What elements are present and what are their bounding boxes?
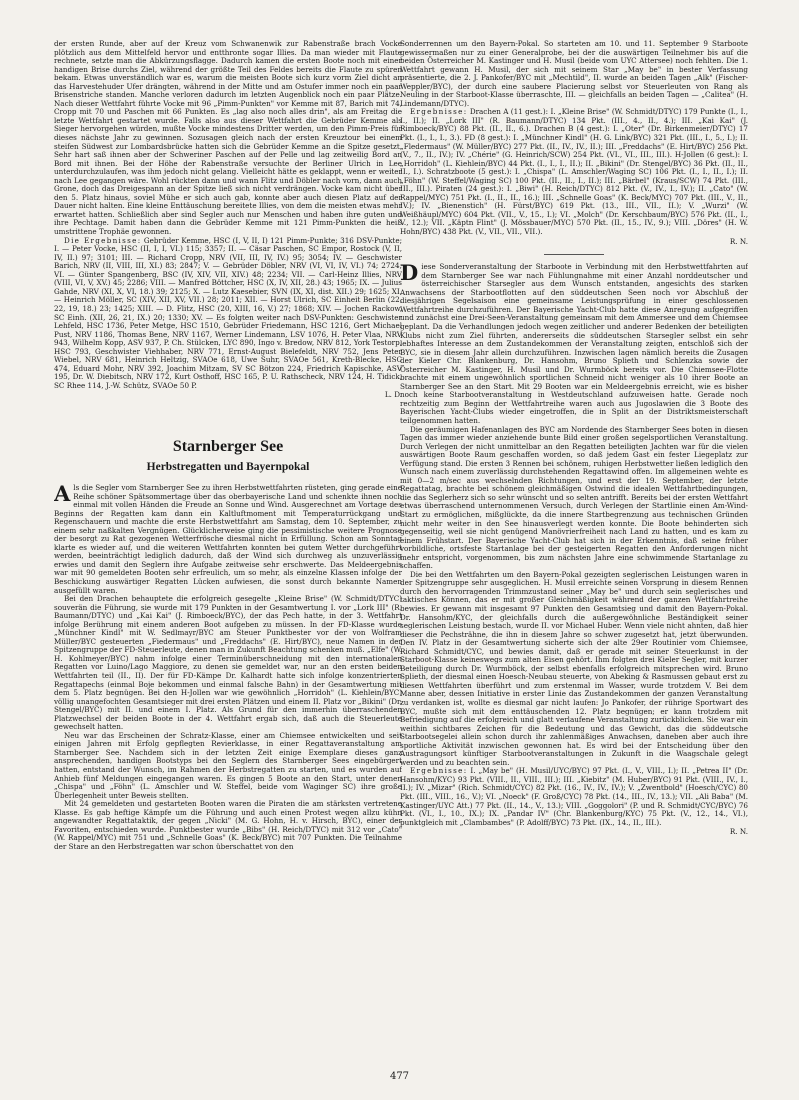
paragraph: Mit 24 gemeldeten und gestarteten Booten waren die Piraten die am stärksten vertretene Klasse. Es gab heftige Kämpfe um die Führung und auch einen Protest wegen allzu kühn angewandter Regattataktik, der gegen „Nicki" (M. G. Hohn, H. v. Hirsch, BYC), einer der Favoriten, entschieden wurde. Punktbester wurde „Bibs" (H. Reich/DTYC) mit 312 vor „Cato" (W. Rappel/MYC) mit 751 und „Schnelle Goas" (K. Beck/BYC) mit 707 Punkten. Die Teilnahme der Stare an den Herbstregatten war schon überschattet von den xyxy=(54,799,402,851)
section-divider xyxy=(544,254,604,255)
lead-paragraph xyxy=(54,480,402,595)
results-paragraph xyxy=(400,767,748,827)
article-subtitle: Herbstregatten und Bayernpokal xyxy=(146,460,310,473)
drop-cap: D xyxy=(400,260,419,286)
paragraph: Die geräumigen Hafenanlagen des BYC am Nordende des Starnberger Sees boten in diesen Tagen das immer wieder anziehende bunte Bild einer großen segelsportlichen Veranstaltung. Durch Verlegen der nicht unmittelbar an den Regatten beteiligten Jachten war für die vielen auswärtigen Boote Raum geschaffen worden, so daß jedem Gast ein fester Liegeplatz zur Verfügung stand. Die ersten 3 Rennen bei schönem, ruhigen Herbstwetter ließen lediglich den Wunsch nach einem zuverlässig durchstehenden Regattawind offen. Im allgemeinen wehte es mit 0—2 m/sec aus wechselnden Richtungen, und erst der 19. September, der letzte Regattatag, brachte bei schönem gleichmäßigen Ostwind die idealen Wettfahrtbedingungen, die das Seglerherz sich so sehr wünscht und so selten antrifft. Bereits bei der ersten Wettfahrt etwas überraschend unternommenen Versuch, durch Verlegen der Startlinie einen Am-Wind-Start zu ermöglichen, mißglückte, da die innere Startbegrenzung aus technischen Gründen nicht mehr weiter in den See hinausverlegt werden konnte. Die Boote behinderten sich gegenseitig, weil sie nicht genügend Manövrierfreiheit nach Land zu hatten, und es kam zu einem Frühstart. Der Bayerische Yacht-Club hat sich in der Erkenntnis, daß seine früher vorbildliche, ortsfeste Startanlage bei der gesteigerten Regatten den Anforderungen nicht mehr entspricht, vorgenommen, bis zum nächsten Jahre eine schwimmende Startanlage zu schaffen. xyxy=(400,424,748,571)
results-label: Ergebnisse: xyxy=(410,107,468,117)
page-number: 477 xyxy=(389,1071,410,1082)
lead-paragraph xyxy=(400,260,748,425)
results-text: I. „May be" (H. Musil/UYC/BYC) 97 Pkt. (I., V., VIII., I.); II. „Petrea II" (Dr. Hansohm/KYC) 93 Pkt. (VIII., II., VIII., III.); III. „Kiebitz" (M. Huber/BYC) 91 Pkt. (VIII., IV., I., II.); IV. „Mizar" (Rich. Schmidt/CYC) 82 Pkt. (16., IV., IV., IV.); V. „Zwentbold" (Hoesch/CYC) 80 Pkt. (III., VIII., 16., V.); VI. „Noeck" (F. Groß/CYC) 78 Pkt. (14., III., IV., 13.); VII. „Ali Baba" (M. Kastinger/UYC Att.) 77 Pkt. (II., 14., V., 13.); VIII. „Goggolori" (P. und R. Schmidt/CYC/BYC) 76 Pkt. (VI., I., 10., IX.); IX. „Pandar IV" (Chr. Blankenburg/KYC) 75 Pkt. (V., 12., 14., VI.), punktgleich mit „Clambambes" (P. Adolff/BYC) 73 Pkt. (IX., 14., II., III.). xyxy=(400,766,748,827)
results-label: Ergebnisse: xyxy=(410,766,468,776)
paragraph: Bei den Drachen behauptete die erfolgreich gesegelte „Kleine Brise" (W. Schmidt/DTYC) souverän die Führung, sie wurde mit 179 Punkten in der Gesamtwertung I. vor „Lork III" (R. Baumann/DTYC) und „Kai Kai" (J. Rimboeck/BYC), der das Pech hatte, in der 3. Wettfahrt infolge Berührung mit einem anderen Boot aufgeben zu müssen. In der FD-Klasse wurde „Münchner Kindl" mit W. Sedlmayr/BYC am Steuer Punktbester vor der von Wolfram Müller/BYC gesteuerten „Fiedermaus" und „Freddachs" (E. Hirt/BYC), neue Namen in der Spitzengruppe der FD-Steuerleute, denen man in Zukunft Beachtung schenken muß. „Elfe" (W. H. Kohlmeyer/BYC) nahm infolge einer Terminüberschneidung mit den internationalen Regatten vor Luino/Lago Maggiore, zu denen sie gemeldet war, nur an den ersten beiden Wettfahrten teil (II., II). Der für FD-Kämpe Dr. Kalhardt hatte sich infolge konzentrierten Regattapechs (einmal Boje bekommen und einmal falsche Bahn) in der Gesamtwertung mit dem 5. Platz begnügen. Bei den H-Jollen war wie gewöhnlich „Horridoh" (L. Kiehlein/BYC) völlig unangefochten Gesamtsieger mit drei ersten Plätzen und einem II. Platz vor „Bikini" (Dr. Stengel/BYC) mit II. und einem I. Platz. Als Grund für den immerhin überraschenden Platzwechsel der beiden Boote in der 4. Wettfahrt ergab sich, daß auch die Steuerleute gewechselt hatten. xyxy=(54,594,402,732)
author-signature: R. N. xyxy=(729,236,748,246)
author-signature: L. D. xyxy=(384,390,402,400)
paragraph: Die bei den Wettfahrten um den Bayern-Pokal gezeigten seglerischen Leistungen waren in der Spitzengruppe sehr ausgeglichen. H. Musil erreichte seinen Vorsprung in diesem Rennen durch den hervorragenden Trimmzustand seiner „May be" und durch sein seglerisches und taktisches Können, das er mit großer Gleichmäßigkeit während der ganzen Wettfahrtreihe bewies. Er gewann mit insgesamt 97 Punkten den Gesamtsieg und damit den Bayern-Pokal. Dr. Hansohm/KYC, der gleichfalls durch die außergewöhnliche Beständigkeit seiner seglerischen Leistung bestach, wurde II. vor Michael Huber. Wenn viele nicht ahnten, daß hier dieser die Pechsträhne, die ihn in diesem Jahre so schwer zugesetzt hat, jetzt überwunden. Den IV. Platz in der Gesamtwertung sicherte sich der alte 29er Routinier vom Chiemsee, Richard Schmidt/CYC, und bewies damit, daß er gerade mit seiner Steuerkunst in der Starboot-Klasse keineswegs zum alten Eisen gehört. Ihm folgten drei Kieler Segler, mit kurzer Beteiligung durch Dr. Wurmböck, der selbst ebenfalls erfolgreich mitsprechen wird. Bruno Splieth, der diesmal einen Hoesch-Neubau steuerte, von Abeking & Rasmussen gebaut erst zu diesen Wettfahrten überführt und zum erstenmal im Wasser, wurde trotzdem V. Bei dem Manne aber, dessen Initiative in erster Linie das Zustandekommen der ganzen Veranstaltung zu verdanken ist, wollte es diesmal gar nicht laufen: Jo Pankofer, der rührige Sportwart des BYC, mußte sich mit dem enttäuschenden 12. Platz begnügen; er kann trotzdem mit Befriedigung auf die erfolgreich und glatt verlaufene Veranstaltung zurückblicken. Sie war ein weithin sichtbares Zeichen für die Bedeutung und das Gewicht, das die süddeutsche Starbootsegelei allein schon durch ihr zahlenmäßiges Anwachsen, daneben aber auch ihre sportliche Aktivität inzwischen gewonnen hat. Es wird bei der Entscheidung über den Austragungsort künftiger Starbootveranstaltungen in Zukunft in die Waagschale gelegt werden und zu beachten sein. xyxy=(400,569,748,767)
results-text: Drachen A (11 gest.): I. „Kleine Brise" (W. Schmidt/DTYC) 179 Punkte (I., I., I., II.); II. „Lork III" (R. Baumann/DTYC) 134 Pkt. (III., 4., II., 4.); III. „Kai Kai" (J. Rimboeck/BYC) 88 Pkt. (II., II., 6.). Drachen B (4 gest.): I. „Oter" (Dr. Birkenmeier/DTYC) 17 Pkt. (I., I., I., 3.). FD (8 gest.): I. „Münchner Kindl" (H. G. Link/BYC) 321 Pkt. (III., I., 5., I.); II. „Fledermaus" (W. Müller/BYC) 277 Pkt. (II., IV., IV., II.); III. „Freddachs" (E. Hirt/BYC) 256 Pkt. (V., 7., II., IV.); IV. „Chérie" (G. Heinrich/SCW) 254 Pkt. (VI., VI., III., III.). H-Jollen (6 gest.): I. „Horridoh" (L. Kiehlein/BYC) 44 Pkt. (I., I., I., II.); II. „Bikini" (Dr. Stengel/BYC) 36 Pkt. (II., II., II., I.). Schratzboote (5 gest.): I. „Chispa" (L. Amschler/Waging SC) 106 Pkt. (I., I., II., I.); II. „Föhn" (W. Steffel/Waging SC) 100 Pkt. (II., II., I., II.); III. „Bärbel" (Kraus/SCW) 74 Pkt. (III., III., III.). Piraten (24 gest.): I. „Biwi" (H. Reich/DTYC) 812 Pkt. (V., IV., I., IV.); II. „Cato" (W. Rappel/MYC) 751 Pkt. (I., II., II., 16.); III. „Schnelle Goas" (K. Beck/MYC) 707 Pkt. (III., V., II., IV.); IV. „Bienenstich" (H. Fürst/BYC) 619 Pkt. (13., III., VII., II.); V. „Wurzi" (W. Weißhäupl/MYC) 604 Pkt. (VII., V., 15., I.); VI. „Molch" (Dr. Kerschbaum/BYC) 576 Pkt. (II., I., V., 12.); VII. „Käptn Flint" (J. Mössbauer/MYC) 570 Pkt. (II., 15., IV., 9.); VIII. „Döres" (H. W. Hohn/BYC) 438 Pkt. (V., VII., VII., VII.). xyxy=(400,107,748,237)
paragraph: Sonderrennen um den Bayern-Pokal. So starteten am 10. und 11. September 9 Starboote gewissermaßen nur zu einer Generalprobe, bei der die auswärtigen Teilnehmer bis auf die beiden Österreicher M. Kastinger und H. Musil (beide vom UYC Attersee) noch fehlten. Die 1. Wettfahrt gewann H. Musil, der sich mit seinem Star „May be" in bester Verfassung präsentierte, die 2. J. Pankofer/BYC mit „Mechtild", II. wurde an beiden Tagen „Alk" (Fischer-Weppler/BYC), der durch eine saubere Placierung selbst vor Steuerleuten von Rang als Neuling in der Starboot-Klasse überraschte, III. — gleichfalls an beiden Tagen — „Calitea" (H. Lindemann/DTYC). xyxy=(400,40,748,108)
results-paragraph xyxy=(54,237,402,391)
right-column xyxy=(400,40,748,1062)
paragraph: Neu war das Erscheinen der Schratz-Klasse, einer am Chiemsee entwickelten und seit einigen Jahren mit Erfolg gepflegten Revierklasse, in einer Regattaveranstaltung am Starnberger See. Nachdem sich in der letzten Zeit einige Exemplare dieses ganz ansprechenden, handigen Bootstyps bei den Seglern des Starnberger Sees eingebürgert hatten, entstand der Wunsch, im Rahmen der Herbstregatten zu starten, und es wurden auf Anhieb fünf Meldungen eingegangen waren. Es gingen 5 Boote an den Start, unter denen „Chispa" und „Föhn" (L. Amschler und W. Steffel, beide vom Waginger SC) ihre große Überlegenheit unter Beweis stellten. xyxy=(54,730,402,800)
results-text: Gebrüder Kemme, HSC (I, V, II, I) 121 Pimm-Punkte; 316 DSV-Punkte; I. — Peter Vocke, HSC (II, I, I, VI.) 115; 3357; II. — Cäsar Paschen, SC Empor, Rostock (V, II, IV, II.) 97; 3101; III. — Richard Cropp, NRV (VII, III, IV, IV.) 95; 3054; IV. — Geschwister Barich, NRV (II, VIII, III, XI.) 83; 2847; V. — Gebrüder Döbler, NRV (VI, VI, IV, VI.) 74; 2724; VI. — Günter Spangenberg, BSC (IV, XIV, VII, XIV.) 48; 2234; VII. — Carl-Heinz Illies, NRV (VIII, VI, V, XV.) 45; 2286; VIII. — Manfred Böttcher, HSC (X, IV, XII, 28.) 43; 1965; IX. — Julius Gahde, NRV (XI, X, VI, 18.) 39; 2125; X. — Lutz Kaesebier, SVN (IX, XI, dist. XII.) 29; 1625; XI. — Heinrich Möller, SC (XIV, XII, XV, VII.) 28; 2011; XII. — Horst Ulrich, SC Einheit Berlin (22, 22, 19, 18.) 23; 1425; XIII. — D. Flitz, HSC (20, XIII, 16, V.) 27; 1868; XIV. — Jochen Rackow, SC Einh. (XII, 26, 21, IX.) 20; 1330; XV. — Es folgten weiter nach DSV-Punkten: Geschwister Lehfeld, HSC 1736, Peter Metge, HSC 1510, Gebrüder Friedemann, HSC 1216, Gert Michael Pust, NRV 1186, Thomas Bene, NRV 1167, Werner Lindemann, LSV 1076, H. Peter Vlaa, NRV 943, Wilhelm Kopp, ASV 937, P. Ch. Stülcken, LYC 890, Ingo v. Bredow, NRV 812, York Testorp, HSC 793, Geschwister Viehhaber, NRV 771, Ernst-August Bielefeldt, NRV 752, Jens Peter Wiebel, NRV 681, Heinrich Heltzig, SVAOe 618, Uwe Suhr, SVAOe 561, Kreth-Blecke, HSC 474, Eduard Mohr, NRV 392, Joachim Mitzam, SV SC Bötzon 224, Friedrich Kapischke, ASV 195, Dr. W. Diebitsch, NRV 172, Kurt Osthoff, HSC 165, P. U. Rathscheck, NRV 124, H. Tidick, SC Rhee 114, J.-W. Schütz, SVAOe 50 P. xyxy=(54,235,402,390)
results-paragraph xyxy=(400,108,748,236)
lead-text: iese Sonderveranstaltung der Starboote in Verbindung mit den Herbstwettfahrten auf dem Starnberger See war nach Fühlungnahme mit einer Anzahl norddeutscher und österreichischer Starsegler aus dem Wunsch entstanden, angesichts des starken Anwachsens der Starbootflotten auf den süddeutschen Seen noch vor Abschluß der diesjährigen Segelsaison eine gemeinsame Leistungsprüfung in einer geschlossenen Wettfahrtreihe durchzuführen. Der Bayerische Yacht-Club hatte diese Anregung aufgegriffen und zunächst eine Drei-Seen-Veranstaltung gemeinsam mit dem Ammersee und dem Chiemsee geplant. Da die Verhandlungen jedoch wegen zeitlicher und anderer Bedenken der beteiligten Klubs nicht zum Ziel führten, andererseits die süddeutschen Starsegler selbst ein sehr lebhaftes Interesse an dem Zustandekommen der Veranstaltung zeigten, entschloß sich der BYC, sie in diesem Jahr allein durchzuführen. Inzwischen lagen nämlich bereits die Zusagen der Kieler Chr. Blankenburg, Dr. Hansohm, Bruno Splieth und Schlenzka sowie der Österreicher M. Kastinger, H. Musil und Dr. Wurmböck bereits vor. Die Chiemsee-Flotte brachte mit einem ungewöhnlich sportlichen Schneid nicht weniger als 10 ihrer Boote an Starnberger See an den Start. Mit 29 Booten war ein Meldeergebnis erreicht, wie es bisher noch keine Starbootveranstaltung in Westdeutschland aufzuweisen hatte. Gerade noch rechtzeitig zum Beginn der Wettfahrtreihe waren auch aus Jugoslawien die 3 Boote des Bayerischen Yacht-Clubs wieder eingetroffen, die in Split an der Distriktsmeisterschaft teilgenommen hatten. xyxy=(400,262,748,425)
drop-cap: A xyxy=(54,480,71,506)
results-label: Die Ergebnisse: xyxy=(64,235,142,245)
author-signature: R. N. xyxy=(729,827,748,837)
left-column xyxy=(54,40,402,1062)
paragraph: der ersten Runde, aber auf der Kreuz vom Schwanenwik zur Rabenstraße brach Vocke plötzlich aus dem Mittelfeld hervor und entthronte sogar Illies. Da man wieder mit Flaute rechnete, setzte man die Abkürzungsflagge. Dadurch kamen die ersten Boote noch mit einer handigen Brise durchs Ziel, während der größte Teil des Feldes bereits die Flaute zu spüren bekam. Etwas unverständlich war es, warum die meisten Boote sich kurz vorm Ziel dicht an das Harvestehuder Ufer drängten, während in der Mitte und am Ostufer immer noch ein paar Brisenstriche standen. Manche verloren dadurch im letzten Augenblick noch ein paar Plätze. Nach dieser Wettfahrt führte Vocke mit 96 „Pimm-Punkten" vor Kemme mit 87, Barich mit 74, Cropp mit 70 und Paschen mit 66 Punkten. Es „lag also noch alles drin", als am Freitag die letzte Wettfahrt gestartet wurde. Falls also aus dieser Wettfahrt die Gebrüder Kemme als Sieger hervorgehen würden, mußte Vocke mindestens Dritter werden, um den Pimm-Preis für dieses nächste Jahr zu gewinnen. Sozusagen gleich nach der ersten Kreuztour bei einem steifen Südwest zur Lombardsbrücke hatten sich die Gebrüder Kemme an die Spitze gesetzt. Sehr hart saß ihnen aber der Schweriner Paschen auf der Pelle und lag zeitweilig Bord an Bord mit ihnen. Bei der Höhe der Rabenstraße versuchte der Berliner Ulrich in Lee unterdurchzulaufen, was ihm jedoch nicht gelang. Vielleicht hätte es geklappt, wenn er weiter nach Lee gegangen wäre. Wohl rückten dann und wann Flitz und Döbler nach vorn, dann auch Grone, doch das Dreigespann an der Spitze ließ sich nicht verdrängen. Vocke kam nicht über den 5. Platz hinaus, soviel Mühe er sich auch gab, konnte aber auch diesen Platz auf der Dauer nicht halten. Eine kleine Enttäuschung bereitete Illies, von dem die meisten etwas mehr erwartet hatten. Schließlich aber sind Segler auch nur Menschen und haben ihre guten und ihre Pechtage. Damit haben dann die Gebrüder Kemme mit 121 Pimm-Punkten die heiß umstrittene Trophäe gewonnen. xyxy=(54,40,402,237)
lead-text: ls die Segler vom Starnberger See zu ihren Herbstwettfahrten rüsteten, ging gerade eine Reihe schöner Spätsommertage über das oberbayerische Land und schenkte ihnen noch einmal mit vollen Händen die Freude an Sonne und Wind. Ausgerechnet am Vortage des Beginns der Regatten kam dann ein Kaltluftmoment mit Temperaturrückgang und Regenschauern und machte die erste Herbstwettfahrt am Samstag, dem 10. September, zu einem sehr naßkalten Vergnügen. Glücklicherweise ging die pessimistische weitere Prognose der besorgt zu Rat gezogenen Wetterfrösche diesmal nicht in Erfüllung. Schon am Sonntag klarte es wieder auf, und die weiteren Wettfahrten konnten bei gutem Wetter durchgeführt werden, beeinträchtigt lediglich dadurch, daß der Wind sich durchweg als unzuverlässig erwies und damit den Seglern ihre Aufgabe zeitweise sehr erschwerte. Das Meldeergebnis war mit 90 gemeldeten Booten sehr erfreulich, um so mehr, als einzelne Klassen infolge der Beschickung auswärtiger Regatten Lücken aufwiesen, die sonst durch bekannte Namen ausgefüllt waren. xyxy=(54,482,402,595)
article-title: Starnberger See xyxy=(172,437,284,455)
